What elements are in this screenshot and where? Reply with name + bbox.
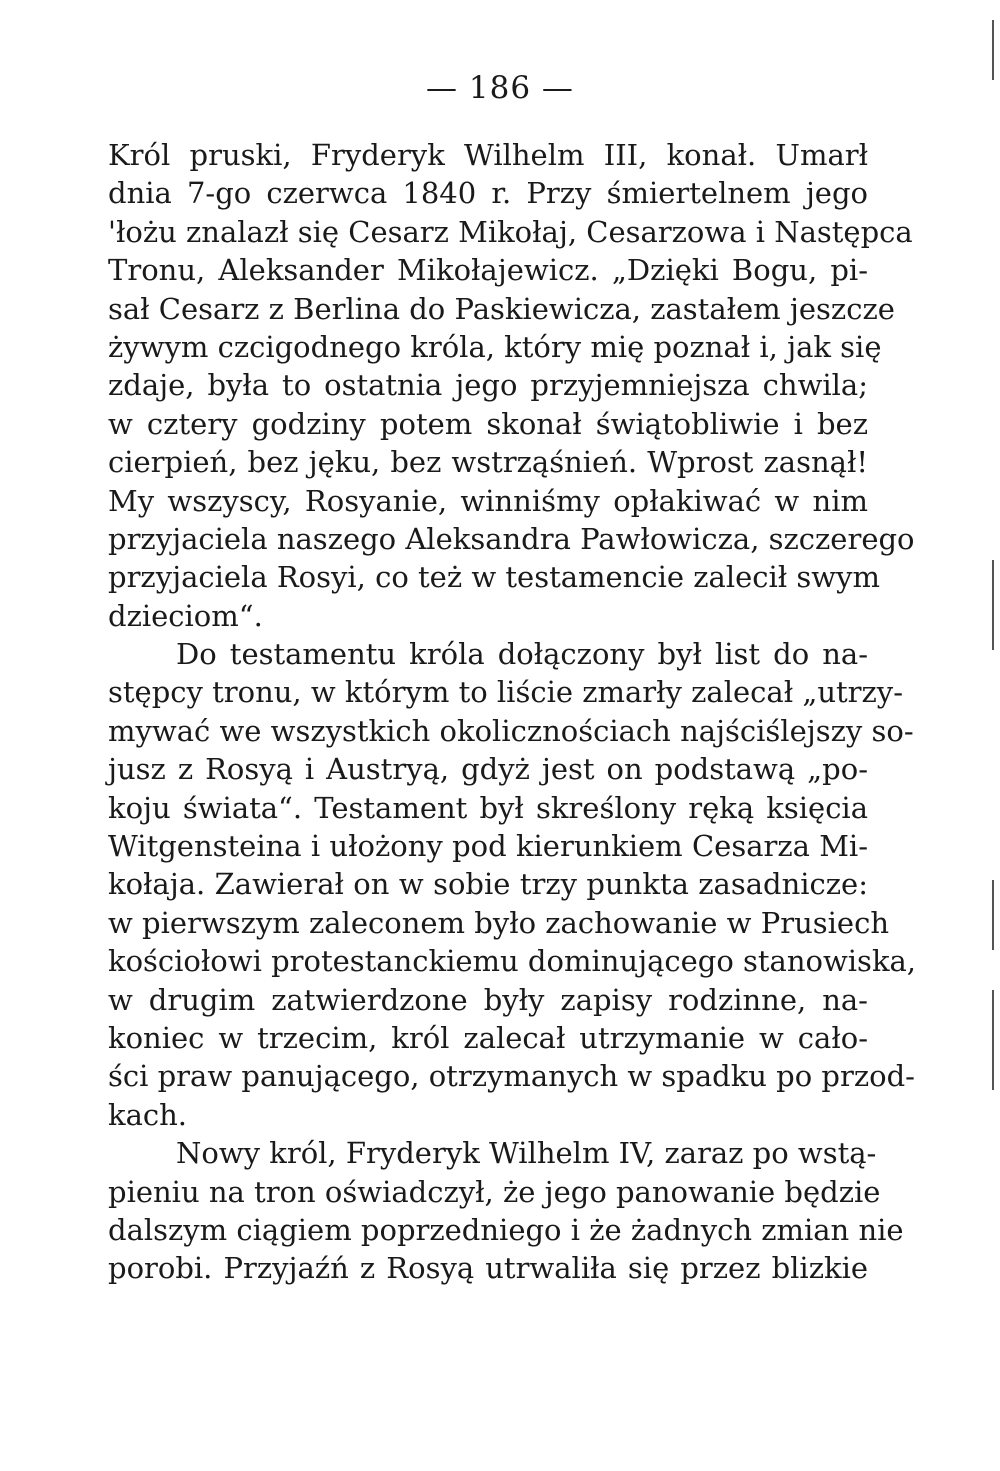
text-line: przyjaciela Rosyi, co też w testamencie zalecił swym [108,560,880,595]
text-line: Witgensteina i ułożony pod kierunkiem Cesarza Mi- [108,829,868,864]
text-line: ści praw panującego, otrzymanych w spadku po przod- [108,1059,915,1094]
scan-edge-mark [992,880,994,950]
text-line: porobi. Przyjaźń z Rosyą utrwaliła się przez blizkie [108,1251,868,1286]
text-line: w pierwszym zaleconem było zachowanie w Prusiech [108,905,890,940]
text-line: kach. [108,1097,187,1132]
text-line: kościołowi protestanckiemu dominującego stanowiska, [108,944,917,979]
text-line: w cztery godziny potem skonał świątobliwie i bez [108,406,868,441]
text-line: przyjaciela naszego Aleksandra Pawłowicza, szczerego [108,521,915,556]
text-line: żywym czcigodnego króla, który mię poznał i, jak się [108,329,882,364]
scan-edge-mark [992,20,994,80]
text-line: koju świata“. Testament był skreślony ręką księcia [108,790,868,825]
text-line: My wszyscy, Rosyanie, winniśmy opłakiwać w nim [108,483,868,518]
text-line: pieniu na tron oświadczył, że jego panowanie będzie [108,1174,881,1209]
text-line: koniec w trzecim, król zalecał utrzymanie w cało- [108,1020,868,1055]
scan-edge-mark [992,560,994,650]
text-line: Tronu, Aleksander Mikołajewicz. „Dzięki Bogu, pi- [108,253,868,288]
text-line: zdaje, była to ostatnia jego przyjemniejsza chwila; [108,368,868,403]
text-line: cierpień, bez jęku, bez wstrząśnień. Wprost zasnął! [108,445,868,480]
text-line: 'łożu znalazł się Cesarz Mikołaj, Cesarzowa i Następca [108,214,913,249]
text-line: w drugim zatwierdzone były zapisy rodzinne, na- [108,982,868,1017]
text-line: sał Cesarz z Berlina do Paskiewicza, zastałem jeszcze [108,291,895,326]
text-line: dalszym ciągiem poprzedniego i że żadnych zmian nie [108,1212,904,1247]
text-line: Król pruski, Fryderyk Wilhelm III, konał. Umarł [108,138,868,172]
text-line: kołaja. Zawierał on w sobie trzy punkta zasadnicze: [108,867,868,902]
text-line: stępcy tronu, w którym to liście zmarły zalecał „utrzy- [108,675,903,710]
scan-edge-mark [992,990,994,1090]
text-line-paragraph-start: Nowy król, Fryderyk Wilhelm IV, zaraz po wstą- [176,1136,877,1171]
text-line: mywać we wszystkich okolicznościach najściślejszy so- [108,713,914,748]
text-line: dnia 7-go czerwca 1840 r. Przy śmiertelnem jego [108,176,868,211]
body-text [108,136,917,1288]
text-line-paragraph-start: Do testamentu króla dołączony był list do na- [176,637,868,672]
text-line: jusz z Rosyą i Austryą, gdyż jest on podstawą „po- [108,752,868,787]
text-line: dzieciom“. [108,598,263,633]
page-number: — 186 — [426,70,574,106]
